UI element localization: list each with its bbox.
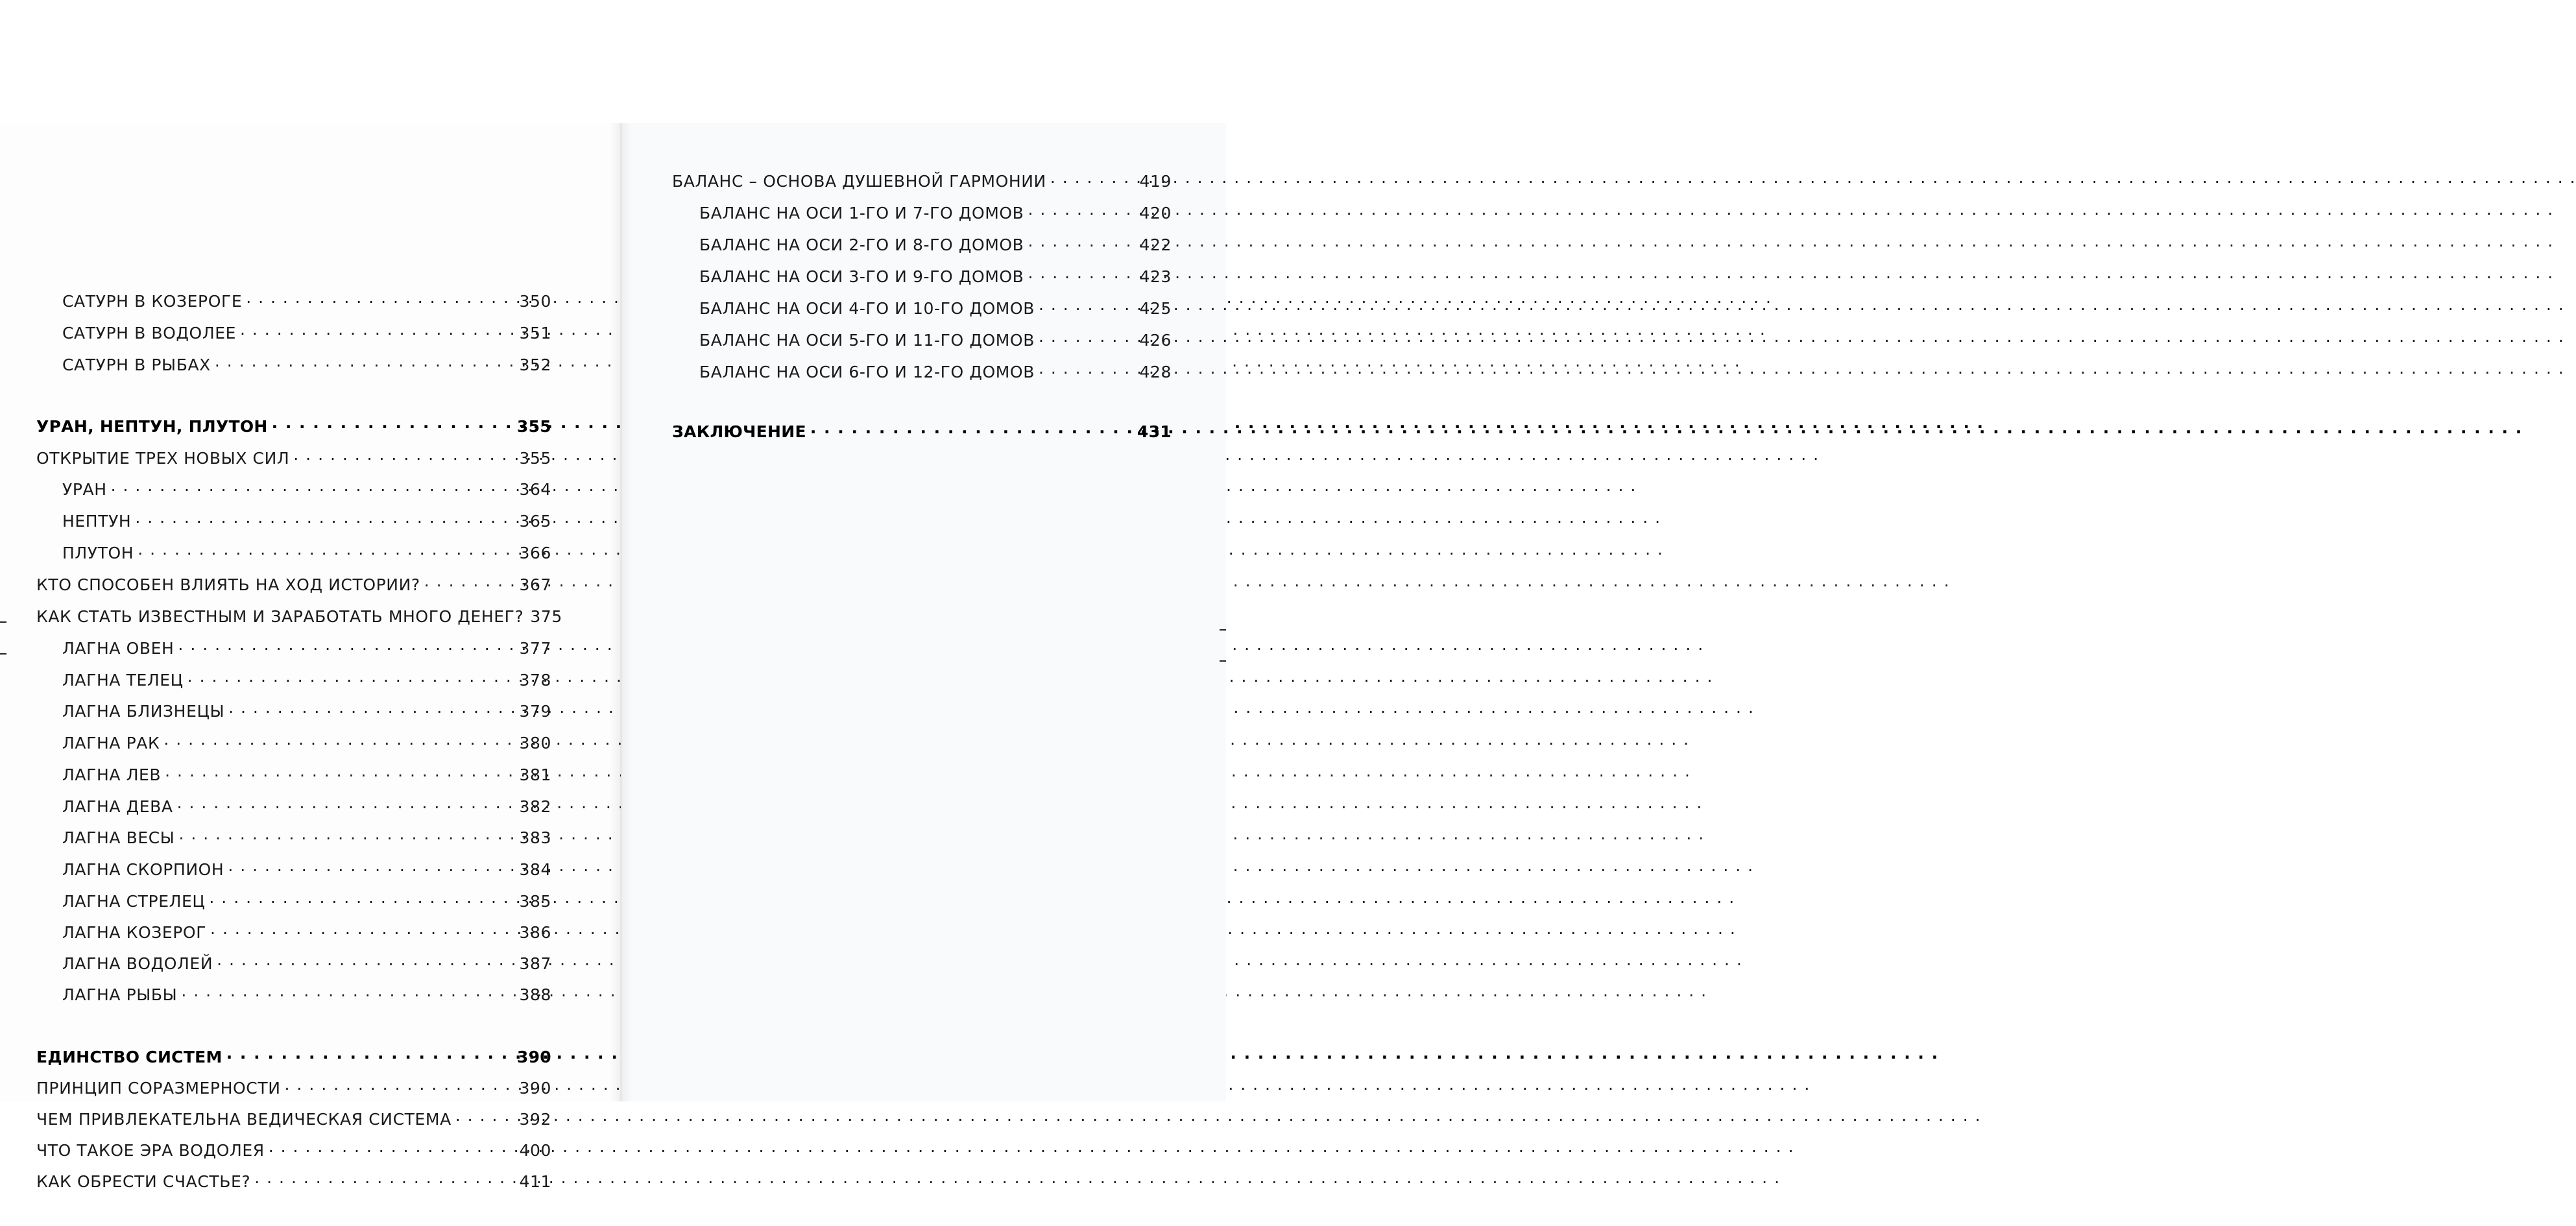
toc-entry-title: ЛАГНА ЛЕВ [62,765,162,784]
toc-entry [62,511,551,531]
dot-leader [254,1171,516,1187]
left-toc [0,123,621,1191]
toc-entry-page-number: 387 [519,954,551,973]
dot-leader [181,984,516,1000]
toc-entry [62,953,551,973]
toc-entry-title: ЕДИНСТВО СИСТЕМ [36,1048,223,1066]
toc-entry-title: САТУРН В РЫБАХ [62,355,211,374]
toc-entry [672,421,1172,441]
dot-leader [228,859,516,875]
toc-entry-page-number: 428 [1139,363,1172,381]
toc-entry-page-number: 352 [519,355,551,374]
toc-entry [36,416,551,436]
book-spread [0,0,1226,1226]
toc-entry-page-number: 384 [519,860,551,879]
toc-entry [672,171,1172,191]
toc-entry-page-number: 388 [519,985,551,1004]
dot-leader [810,421,1135,437]
toc-entry [36,1140,551,1160]
right-toc [621,123,1226,1101]
crop-mark [1220,660,1226,662]
crop-mark [1220,629,1226,631]
dot-leader [135,511,516,527]
toc-entry-page-number: 377 [519,639,551,658]
toc-entry-page-number: 365 [519,512,551,531]
toc-entry [62,984,551,1004]
toc-entry-title: ЗАКЛЮЧЕНИЕ [672,422,806,441]
toc-entry-title: ПРИНЦИП СОРАЗМЕРНОСТИ [36,1079,281,1098]
toc-entry [699,361,1172,381]
toc-entry [699,234,1172,254]
toc-entry [699,266,1172,286]
toc-entry-title: ЛАГНА ТЕЛЕЦ [62,671,184,690]
toc-entry-title: САТУРН В ВОДОЛЕЕ [62,324,237,343]
toc-entry [62,669,551,690]
toc-entry-page-number: 422 [1139,235,1172,254]
toc-entry-title: БАЛАНС НА ОСИ 6-ГО И 12-ГО ДОМОВ [699,363,1035,381]
toc-entry-title: ЛАГНА ВОДОЛЕЙ [62,954,213,973]
dot-leader [210,922,516,938]
toc-entry [62,322,551,343]
toc-entry-page-number: 350 [519,292,551,311]
dot-leader [272,416,514,432]
dot-leader [424,574,517,590]
toc-entry-title: УРАН, НЕПТУН, ПЛУТОН [36,417,268,436]
toc-entry [62,354,551,374]
toc-entry [62,859,551,879]
dot-leader [209,891,516,907]
dot-leader [1039,330,1137,346]
toc-entry-page-number: 378 [519,671,551,690]
toc-entry-page-number: 364 [519,480,551,499]
dot-leader [1028,266,1137,282]
toc-entry-page-number: 367 [519,575,551,594]
toc-entry-title: БАЛАНС НА ОСИ 4-ГО И 10-ГО ДОМОВ [699,299,1035,318]
dot-leader [269,1140,517,1156]
toc-entry-title: БАЛАНС НА ОСИ 1-ГО И 7-ГО ДОМОВ [699,204,1024,222]
toc-entry [62,827,551,847]
dot-leader [215,354,517,370]
toc-entry [36,574,551,594]
dot-leader [138,542,516,559]
toc-entry-page-number: 431 [1137,422,1172,441]
dot-leader [178,638,516,654]
dot-leader [111,479,517,495]
toc-entry-page-number: 351 [519,324,551,343]
dot-leader [246,291,516,307]
dot-leader [187,669,517,686]
toc-entry-title: БАЛАНС НА ОСИ 3-ГО И 9-ГО ДОМОВ [699,267,1024,286]
dot-leader [228,701,516,717]
toc-entry-title: ЛАГНА ОВЕН [62,639,175,658]
toc-entry-page-number: 392 [519,1110,551,1129]
toc-entry-page-number: 383 [519,828,551,847]
toc-entry-title: УРАН [62,480,107,499]
toc-entry-page-number: 355 [516,417,551,436]
toc-entry-title: КАК СТАТЬ ИЗВЕСТНЫМ И ЗАРАБОТАТЬ МНОГО ДЕНЕГ? [36,607,524,626]
toc-entry-title: ЧЕМ ПРИВЛЕКАТЕЛЬНА ВЕДИЧЕСКАЯ СИСТЕМА [36,1110,451,1129]
toc-entry-title: ЛАГНА СТРЕЛЕЦ [62,892,206,911]
toc-entry [699,202,1172,222]
toc-entry-page-number: 419 [1139,172,1172,191]
dot-leader [285,1077,517,1094]
toc-entry-page-number: 385 [519,892,551,911]
dot-leader [163,732,516,749]
dot-leader [240,322,516,339]
crop-mark [0,653,6,655]
toc-entry-title: ЧТО ТАКОЕ ЭРА ВОДОЛЕЯ [36,1141,265,1160]
dot-leader [1028,234,1137,250]
toc-entry-title: ЛАГНА РАК [62,734,160,752]
toc-entry-page-number: 355 [519,449,551,468]
toc-entry [62,764,551,784]
toc-entry [62,891,551,911]
toc-entry [62,479,551,499]
toc-entry-title: ОТКРЫТИЕ ТРЕХ НОВЫХ СИЛ [36,449,290,468]
toc-entry-title: НЕПТУН [62,512,132,531]
toc-entry [62,638,551,658]
toc-entry [36,1109,551,1129]
toc-entry-page-number: 400 [519,1141,551,1160]
toc-entry-page-number: 380 [519,734,551,752]
dot-leader [178,827,516,843]
toc-entry-page-number: 382 [519,797,551,816]
dot-leader [1028,202,1137,219]
toc-entry-page-number: 423 [1139,267,1172,286]
dot-leader [226,1046,514,1063]
dot-leader [1050,171,1137,187]
dot-leader [293,448,516,464]
toc-entry [62,701,551,721]
toc-entry [62,291,551,311]
toc-entry-page-number: 426 [1139,331,1172,350]
toc-entry [36,606,562,626]
toc-entry [62,732,551,752]
toc-entry-title: БАЛАНС НА ОСИ 2-ГО И 8-ГО ДОМОВ [699,235,1024,254]
toc-entry [36,1171,551,1191]
toc-entry [62,796,551,816]
toc-entry [36,448,551,468]
toc-entry-page-number: 390 [519,1079,551,1098]
dot-leader [1039,361,1137,378]
toc-entry-title: САТУРН В КОЗЕРОГЕ [62,292,243,311]
toc-entry-page-number: 386 [519,923,551,942]
toc-entry-page-number: 381 [519,765,551,784]
toc-entry-title: ЛАГНА РЫБЫ [62,985,178,1004]
left-page [0,123,621,1191]
toc-entry-title: ЛАГНА БЛИЗНЕЦЫ [62,702,225,721]
toc-entry-page-number: 366 [519,544,551,562]
dot-leader [1039,298,1137,314]
toc-entry [699,298,1172,318]
toc-entry [699,330,1172,350]
toc-entry-title: ЛАГНА ВЕСЫ [62,828,175,847]
toc-entry [62,922,551,942]
toc-entry-title: БАЛАНС – ОСНОВА ДУШЕВНОЙ ГАРМОНИИ [672,172,1046,191]
toc-entry [36,1077,551,1098]
toc-entry-page-number: 420 [1139,204,1172,222]
page-gutter [610,123,632,1101]
dot-leader [455,1109,517,1125]
crop-mark [0,621,6,623]
toc-entry-page-number: 379 [519,702,551,721]
dot-leader [217,953,516,969]
toc-entry-title: КТО СПОСОБЕН ВЛИЯТЬ НА ХОД ИСТОРИИ? [36,575,420,594]
toc-entry-title: КАК ОБРЕСТИ СЧАСТЬЕ? [36,1172,251,1191]
toc-entry-title: ПЛУТОН [62,544,134,562]
toc-entry [36,1046,551,1066]
toc-entry [62,542,551,562]
toc-entry-page-number: 390 [516,1048,551,1066]
toc-entry-page-number: 375 [530,607,562,626]
toc-entry-page-number: 411 [519,1172,551,1191]
right-page [621,123,1226,1101]
toc-entry-title: ЛАГНА ДЕВА [62,797,173,816]
toc-entry-page-number: 425 [1139,299,1172,318]
toc-entry-title: БАЛАНС НА ОСИ 5-ГО И 11-ГО ДОМОВ [699,331,1035,350]
toc-entry-title: ЛАГНА КОЗЕРОГ [62,923,207,942]
dot-leader [165,764,516,780]
toc-entry-title: ЛАГНА СКОРПИОН [62,860,224,879]
dot-leader [177,796,517,812]
